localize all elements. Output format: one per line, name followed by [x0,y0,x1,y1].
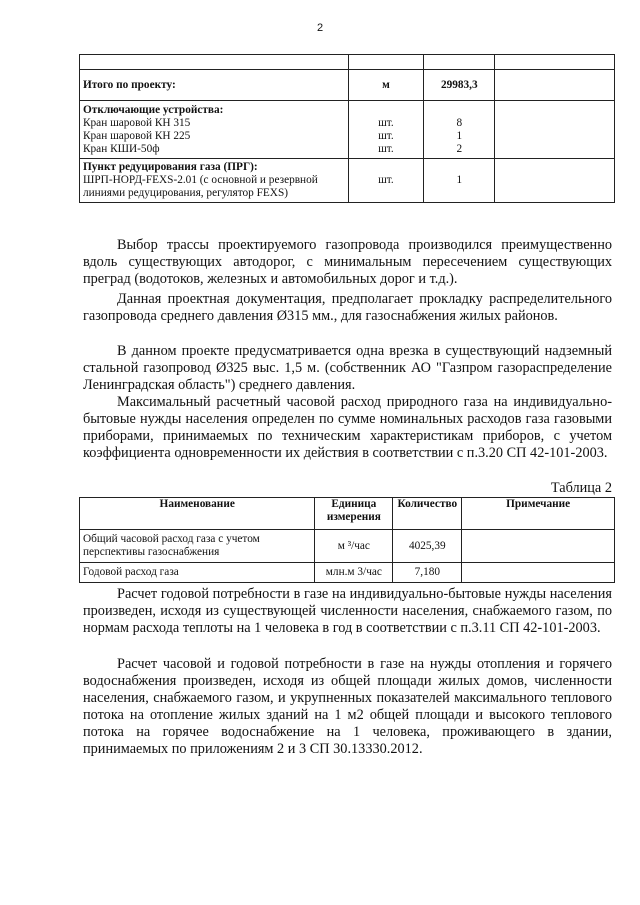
paragraph-text: Данная проектная документация, предполагает прокладку распределительного газопровода среднего давления Ø315 мм., для газоснабжения жилых районов. [83,291,612,325]
gas-consumption-table [79,497,615,583]
total-label: Итого по проекту: [80,70,349,101]
qty-cell: 1 [456,130,463,142]
column-header: Наименование [80,498,315,530]
unit-cell: шт. [378,117,394,129]
qty-cell: 1 [424,159,495,203]
unit-cell: шт. [378,143,394,155]
table-row [80,530,615,563]
table-row [80,70,615,101]
table-row [80,101,615,159]
cell-unit: м ³/час [315,530,393,563]
cell-qty: 4025,39 [393,530,462,563]
total-unit: м [348,70,424,101]
table-row [80,55,615,70]
list-item: Кран шаровой КН 225 [83,130,191,142]
paragraph [83,237,612,288]
cell-name: Годовой расход газа [80,563,315,583]
shutoff-header: Отключающие устройства: [83,104,224,116]
cell-note [462,563,615,583]
paragraph-text: Расчет часовой и годовой потребности в газе на нужды отопления и горячего водоснабжения произведен, исходя из общей площади жилых домов, численности населения, снабжаемого газом, и укрупненных показателей максимального теплового потока на отопление жилых зданий на 1 м2 общей площади и высокого теплового потока на горячее водоснабжение на 1 человека, проживающего в здании, принимаемых по приложениям 2 и 3 СП 30.13330.2012. [83,656,612,758]
paragraph [83,291,612,325]
paragraph [83,343,612,394]
unit-cell: шт. [348,159,424,203]
paragraph [83,586,612,637]
paragraph [83,656,612,759]
qty-cell: 8 [456,117,463,129]
column-header: Количество [393,498,462,530]
materials-table [79,54,615,203]
table-row [80,563,615,583]
paragraph-text: Выбор трассы проектируемого газопровода производился преимущественно вдоль существующих автодорог, с минимальным пересечением существующих преград (водотоков, железных и автомобильных дорог и т.д.). [83,237,612,288]
table-header-row [80,498,615,530]
cell-name: Общий часовой расход газа с учетом перспективы газоснабжения [80,530,315,563]
total-value: 29983,3 [424,70,495,101]
cell-note [462,530,615,563]
paragraph-text: Расчет годовой потребности в газе на индивидуально-бытовые нужды населения произведен, исходя из существующей численности населения, снабжаемого газом, по нормам расхода теплоты на 1 человека в год в соответствии с п.3.11 СП 42-101-2003. [83,586,612,637]
qty-cell: 2 [456,143,463,155]
column-header: Примечание [462,498,615,530]
unit-cell: шт. [378,130,394,142]
list-item: Кран шаровой КН 315 [83,117,191,129]
list-item: ШРП-НОРД-FEXS-2.01 (с основной и резервной линиями редуцирования, регулятор FEXS) [83,174,318,199]
cell-qty: 7,180 [393,563,462,583]
paragraph-text: Максимальный расчетный часовой расход природного газа на индивидуально-бытовые нужды населения определен по сумме номинальных расходов газа газовыми приборами, принимаемых по техническим характеристикам приборов, с учетом коэффициента одновременности их действия в соответствии с п.3.20 СП 42-101-2003. [83,394,612,462]
page-number: 2 [316,22,324,34]
paragraph-text: В данном проекте предусматривается одна врезка в существующий надземный стальной газопровод Ø325 выс. 1,5 м. (собственник АО "Газпром газораспределение Ленинградская область") среднего давления. [83,343,612,394]
cell-unit: млн.м 3/час [315,563,393,583]
column-header: Единица измерения [315,498,393,530]
table-caption: Таблица 2 [550,480,612,496]
table-row [80,159,615,203]
list-item: Кран КШИ-50ф [83,143,160,155]
prg-header: Пункт редуцирования газа (ПРГ): [83,161,258,173]
paragraph [83,394,612,462]
